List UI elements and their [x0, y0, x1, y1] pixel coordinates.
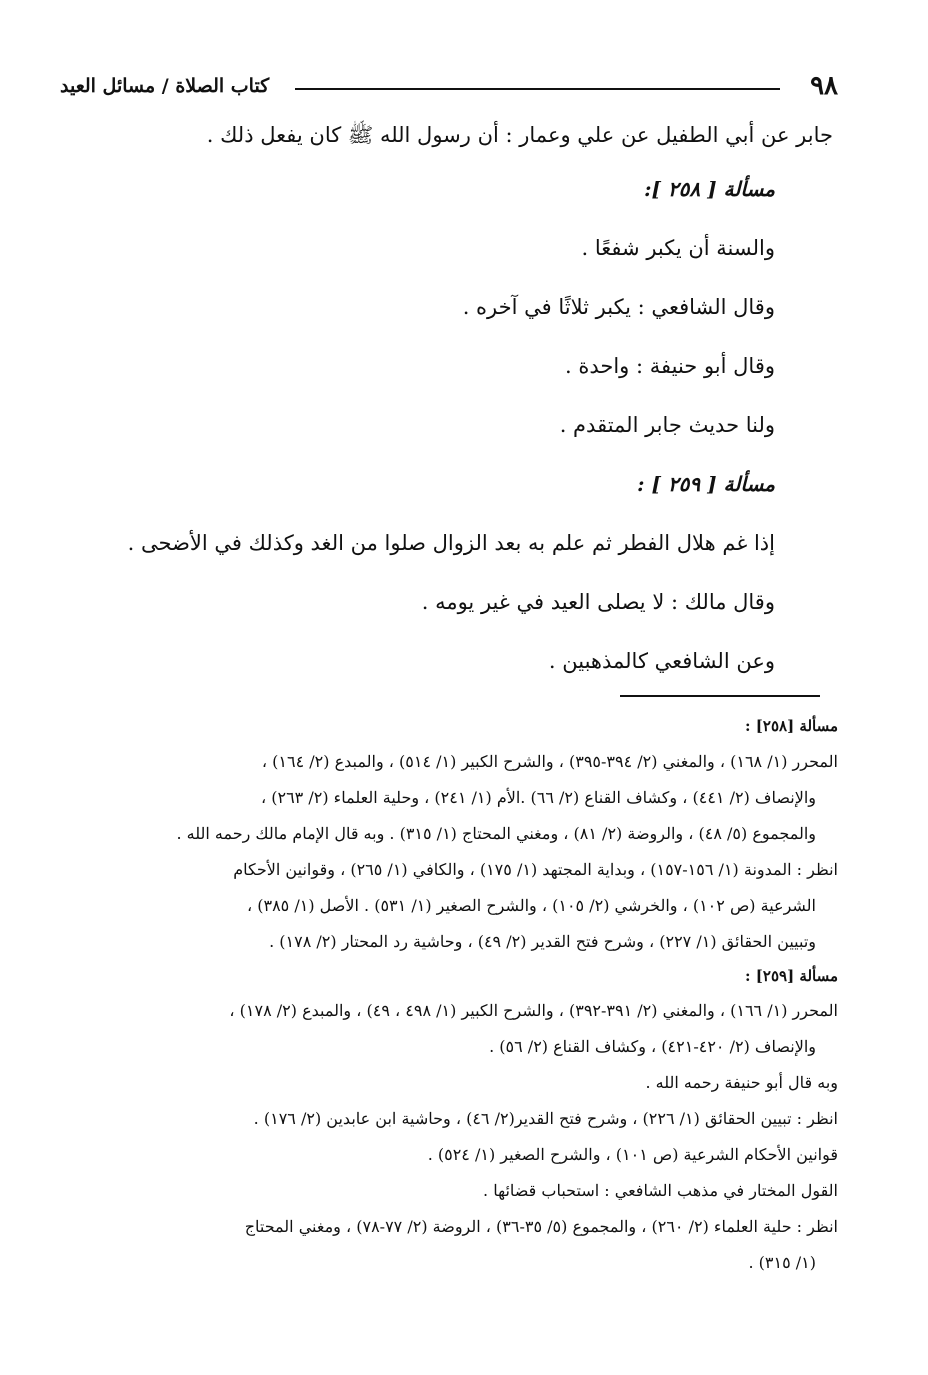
footnote-259-heading: مسألة [٢٥٩] :	[745, 967, 838, 985]
header-rule	[295, 88, 780, 90]
issue-258-heading: مسألة [ ٢٥٨ ]:	[644, 177, 775, 201]
main-text	[60, 110, 833, 691]
page-number: ٩٨	[810, 71, 838, 101]
footnote-line: الشرعية (ص ١٠٢) ، والخرشي (٢/ ١٠٥) ، والشرح الصغير (١/ ٥٣١) . الأصل (١/ ٣٨٥) ،	[246, 896, 816, 915]
text-line: ولنا حديث جابر المتقدم .	[559, 413, 775, 437]
footnotes	[90, 708, 838, 1281]
footnote-line: المحرر (١/ ١٦٨) ، والمغني (٢/ ٣٩٤-٣٩٥) ، والشرح الكبير (١/ ٥١٤) ، والمبدع (٢/ ١٦٤) ،	[261, 752, 838, 771]
footnote-line: قوانين الأحكام الشرعية (ص ١٠١) ، والشرح الصغير (١/ ٥٢٤) .	[427, 1145, 838, 1164]
page-header	[60, 66, 838, 106]
text-line: وقال مالك : لا يصلى العيد في غير يومه .	[421, 590, 775, 614]
issue-259-heading: مسألة [ ٢٥٩ ] :	[637, 472, 775, 496]
text-line: إذا غم هلال الفطر ثم علم به بعد الزوال صلوا من الغد وكذلك في الأضحى .	[127, 531, 775, 555]
footnote-line: والإنصاف (٢/ ٤٢٠-٤٢١) ، وكشاف القناع (٢/ ٥٦) .	[489, 1037, 816, 1056]
footnote-line: المحرر (١/ ١٦٦) ، والمغني (٢/ ٣٩١-٣٩٢) ، والشرح الكبير (١/ ٤٩٨ ، ٤٩) ، والمبدع (٢/ ١٧٨) ،	[229, 1001, 838, 1020]
footnote-line: وتبيين الحقائق (١/ ٢٢٧) ، وشرح فتح القدير (٢/ ٤٩) ، وحاشية رد المحتار (٢/ ١٧٨) .	[269, 932, 816, 951]
running-title: كتاب الصلاة / مسائل العيد	[60, 75, 270, 97]
text-line: وقال أبو حنيفة : واحدة .	[564, 354, 775, 378]
footnote-separator	[620, 695, 820, 697]
footnote-line: والإنصاف (٢/ ٤٤١) ، وكشاف القناع (٢/ ٦٦) .الأم (١/ ٢٤١) ، وحلية العلماء (٢/ ٢٦٣) ،	[260, 788, 816, 807]
footnote-line: القول المختار في مذهب الشافعي : استحباب قضائها .	[483, 1181, 838, 1200]
text-line: والسنة أن يكبر شفعًا .	[581, 236, 775, 260]
footnote-258-heading: مسألة [٢٥٨] :	[745, 717, 838, 735]
text-line: وقال الشافعي : يكبر ثلاثًا في آخره .	[462, 295, 775, 319]
footnote-line: انظر : تبيين الحقائق (١/ ٢٢٦) ، وشرح فتح القدير(٢/ ٤٦) ، وحاشية ابن عابدين (٢/ ١٧٦) .	[253, 1109, 838, 1128]
footnote-line: انظر : المدونة (١/ ١٥٦-١٥٧) ، وبداية المجتهد (١/ ١٧٥) ، والكافي (١/ ٢٦٥) ، وقوانين الأحكام	[233, 860, 838, 879]
footnote-line: انظر : حلية العلماء (٢/ ٢٦٠) ، والمجموع (٥/ ٣٥-٣٦) ، الروضة (٢/ ٧٧-٧٨) ، ومغني المحتاج	[244, 1217, 838, 1236]
text-line: وعن الشافعي كالمذهبين .	[548, 649, 775, 673]
footnote-line: (١/ ٣١٥) .	[748, 1253, 816, 1272]
footnote-line: والمجموع (٥/ ٤٨) ، والروضة (٢/ ٨١) ، ومغني المحتاج (١/ ٣١٥) . وبه قال الإمام مالك رحمه الله .	[176, 824, 816, 843]
text-line: جابر عن أبي الطفيل عن علي وعمار : أن رسول الله ﷺ كان يفعل ذلك .	[206, 123, 833, 147]
footnote-line: وبه قال أبو حنيفة رحمه الله .	[645, 1073, 838, 1092]
